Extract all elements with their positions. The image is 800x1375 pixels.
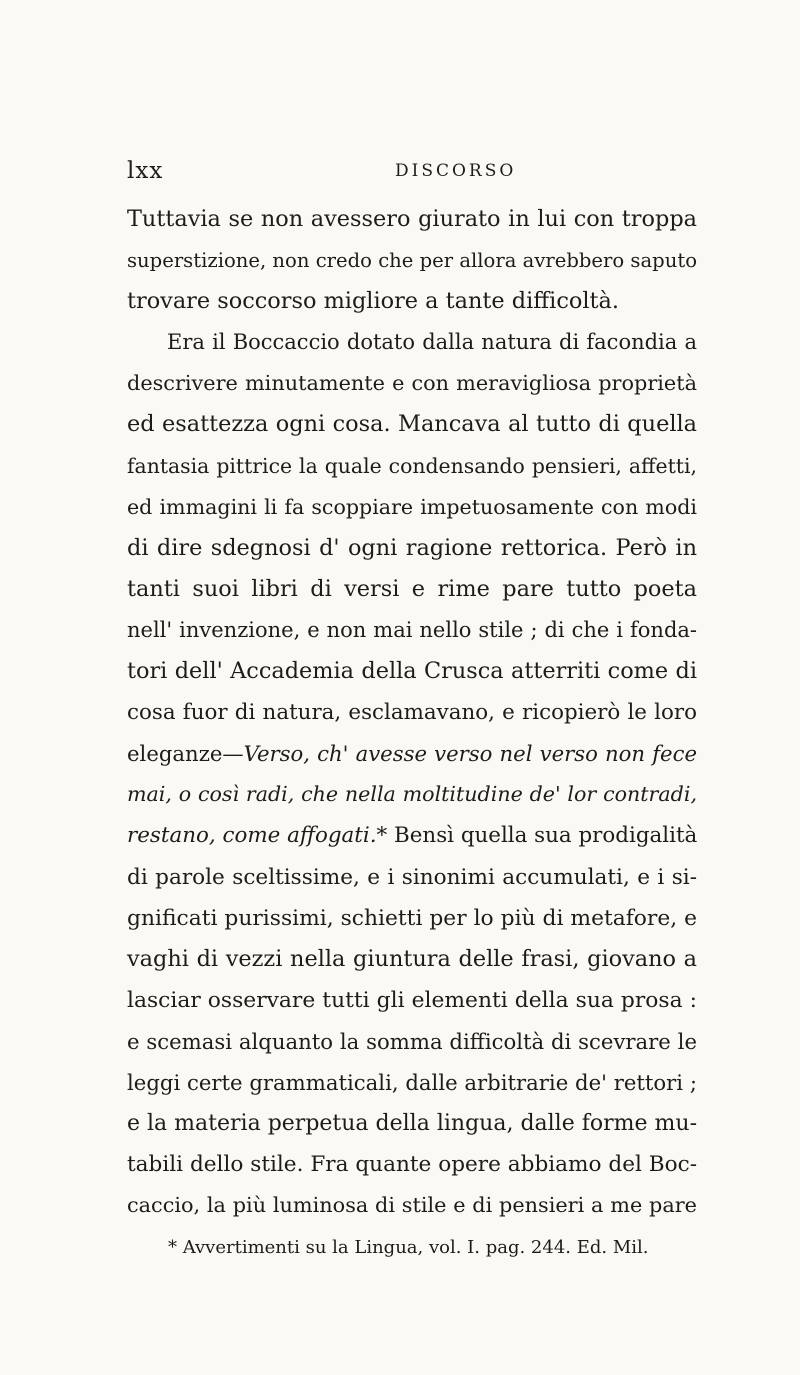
quotation-lead: eleganze—	[127, 741, 244, 767]
text-line: di parole sceltissime, e i sinonimi accumulati, e i si-	[127, 864, 697, 890]
text-line: leggi certe grammaticali, dalle arbitrarie de' rettori ;	[127, 1069, 697, 1095]
text-line: Era il Boccaccio dotato dalla natura di facondia a	[167, 330, 697, 355]
quotation-text: mai, o così radi, che nella moltitudine de' lor contradi,	[127, 782, 697, 807]
footnote: * Avvertimenti su la Lingua, vol. I. pag. 244. Ed. Mil.	[168, 1237, 649, 1258]
text-line: descrivere minutamente e con meravigliosa proprietà	[127, 371, 697, 396]
quotation-text: restano, come affogati.*	[127, 823, 388, 849]
text-continuation: Bensì quella sua prodigalità	[394, 823, 698, 849]
text-line: lasciar osservare tutti gli elementi della sua prosa :	[127, 987, 697, 1013]
text-line: tanti suoi libri di versi e rime pare tutto poeta	[127, 575, 697, 602]
quotation-text: Verso, ch' avesse verso nel verso non fece	[243, 741, 697, 767]
text-line: tabili dello stile. Fra quante opere abbiamo del Boc-	[127, 1152, 698, 1178]
text-line: tori dell' Accademia della Crusca atterriti come di	[127, 658, 697, 685]
text-line: di dire sdegnosi d' ogni ragione rettorica. Però in	[127, 534, 697, 561]
text-line: cosa fuor di natura, esclamavano, e ricopierò le loro	[127, 700, 697, 726]
text-line: trovare soccorso migliore a tante difficoltà.	[127, 288, 619, 315]
text-line: Tuttavia se non avessero giurato in lui con troppa	[127, 206, 697, 232]
text-line: nell' invenzione, e non mai nello stile ; di che i fonda-	[127, 617, 697, 642]
text-line: e scemasi alquanto la somma difficoltà di scevrare le	[127, 1028, 697, 1054]
page-number: lxx	[127, 158, 164, 184]
text-line: fantasia pittrice la quale condensando pensieri, affetti,	[127, 453, 697, 478]
body-text	[127, 199, 697, 1226]
text-line: caccio, la più luminosa di stile e di pensieri a me pare	[127, 1193, 697, 1218]
section-title: DISCORSO	[395, 161, 517, 181]
text-line: ed esattezza ogni cosa. Mancava al tutto di quella	[127, 411, 697, 438]
text-line: superstizione, non credo che per allora avrebbero saputo	[127, 249, 697, 273]
text-line: e la materia perpetua della lingua, dalle forme mu-	[127, 1111, 697, 1137]
running-head	[127, 158, 697, 188]
text-line: ed immagini li fa scoppiare impetuosamente con modi	[127, 494, 697, 519]
text-line-quotation-end	[127, 815, 697, 856]
text-line-quotation-start	[127, 733, 697, 774]
text-line-quotation	[127, 774, 697, 815]
text-line: gnificati purissimi, schietti per lo più di metafore, e	[127, 905, 697, 931]
text-line: vaghi di vezzi nella giuntura delle frasi, giovano a	[127, 945, 697, 972]
